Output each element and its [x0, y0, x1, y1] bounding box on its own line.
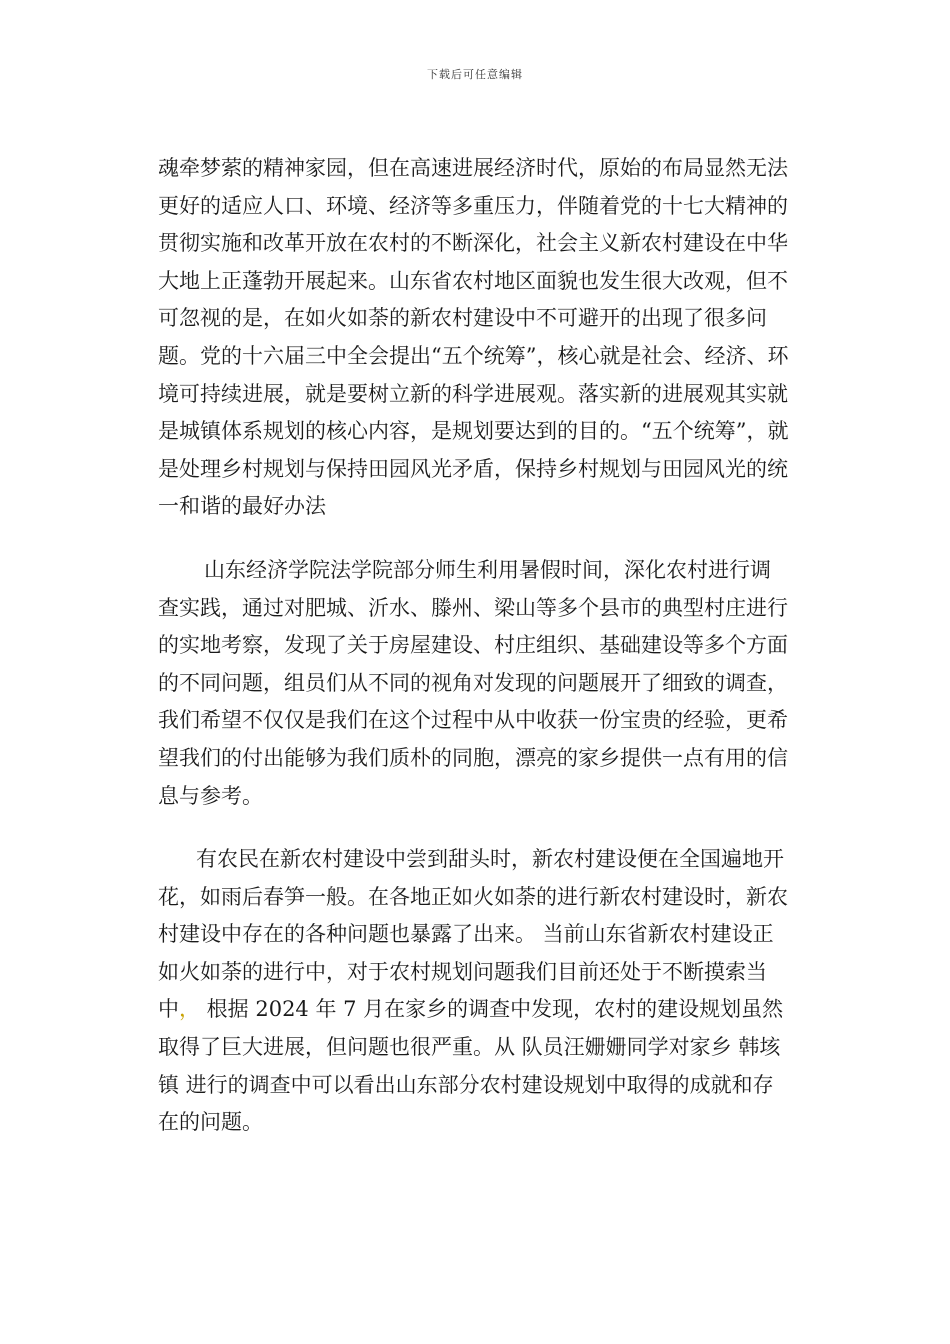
- paragraph-3: [158, 841, 790, 1142]
- paragraph-3-part-b: 根据 2024 年 7 月在家乡的调查中发现，农村的建设规划虽然取得了巨大进展，但问题也很严重。从 队员汪姗姗同学对家乡 韩垓镇 进行的调查中可以看出山东部分农村建设规划中取得的成就和存在的问题。: [158, 997, 784, 1135]
- page-header-note: 下载后可任意编辑: [427, 68, 523, 81]
- paragraph-2: 山东经济学院法学院部分师生利用暑假时间，深化农村进行调查实践，通过对肥城、沂水、滕州、梁山等多个县市的典型村庄进行的实地考察，发现了关于房屋建设、村庄组织、基础建设等多个方面的不同问题，组员们从不同的视角对发现的问题展开了细致的调查，我们希望不仅仅是我们在这个过程中从中收获一份宝贵的经验，更希望我们的付出能够为我们质朴的同胞，漂亮的家乡提供一点有用的信息与参考。: [158, 557, 788, 808]
- paragraph-3-colored-comma: ，: [179, 997, 200, 1022]
- paragraph-1: 魂牵梦萦的精神家园，但在高速进展经济时代，原始的布局显然无法更好的适应人口、环境、经济等多重压力，伴随着党的十七大精神的贯彻实施和改革开放在农村的不断深化，社会主义新农村建设在中华大地上正蓬勃开展起来。山东省农村地区面貌也发生很大改观，但不可忽视的是，在如火如荼的新农村建设中不可避开的出现了很多问题。党的十六届三中全会提出“五个统筹”，核心就是社会、经济、环境可持续进展，就是要树立新的科学进展观。落实新的进展观其实就是城镇体系规划的核心内容，是规划要达到的目的。“五个统筹”，就是处理乡村规划与保持田园风光矛盾，保持乡村规划与田园风光的统一和谐的最好办法: [158, 156, 789, 519]
- document-body: [158, 150, 790, 1142]
- paragraph-3-part-a: 有农民在新农村建设中尝到甜头时，新农村建设便在全国遍地开花，如雨后春笋一般。在各地正如火如荼的进行新农村建设时，新农村建设中存在的各种问题也暴露了出来。 当前山东省新农村建设正如火如荼的进行中，对于农村规划问题我们目前还处于不断摸索当中: [158, 847, 788, 1022]
